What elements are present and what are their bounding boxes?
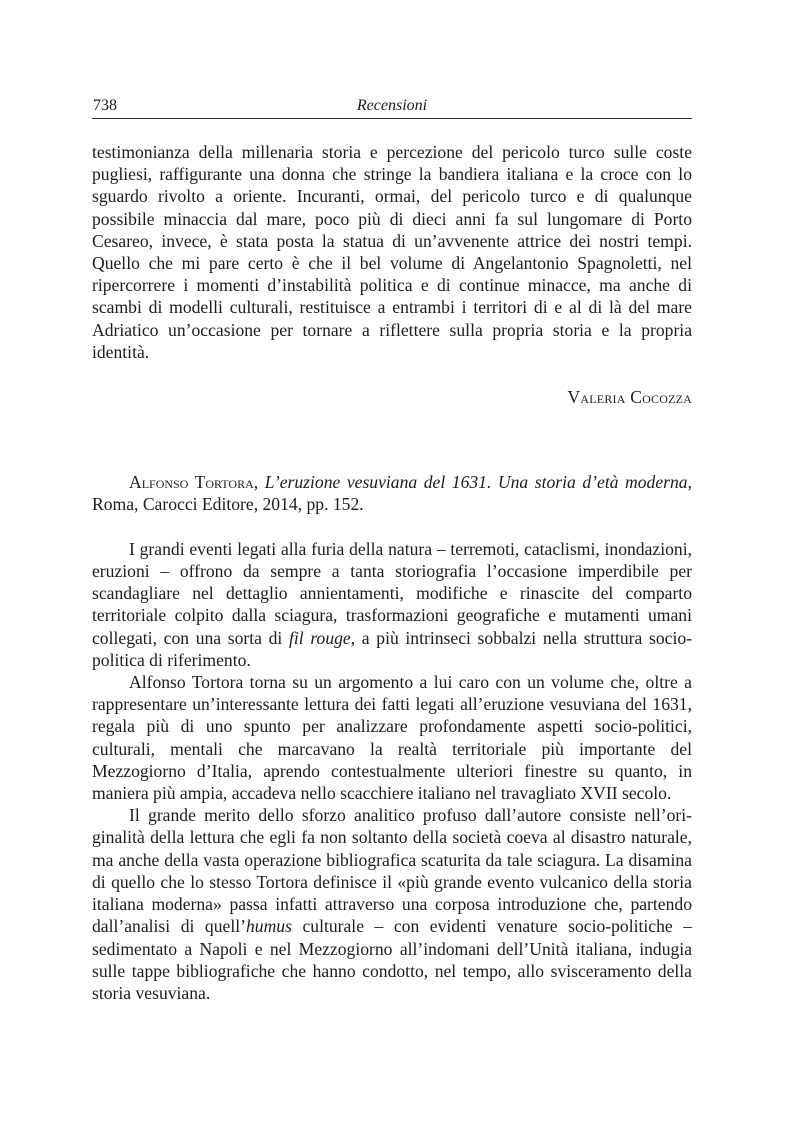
review-paragraph-1: I grandi eventi legati alla furia della natura – terremoti, cataclismi, inondazioni, eruzioni – offrono da sempre a tanta storiografia l’occasione imperdibile per scandagliare nel dettaglio annientamenti, modifiche e rinascite del comparto territoriale colpito dalla sciagura, trasformazioni geografiche e mutamenti umani collegati, con una sorta di fil rouge, a più intrinseci sobbalzi nella struttura socio-politica di riferimento. (92, 538, 693, 670)
running-head (92, 92, 692, 119)
page-number: 738 (93, 97, 117, 114)
review-paragraph-2: Alfonso Tortora torna su un argomento a lui caro con un volume che, oltre a rappresentare un’interessante lettura dei fatti legati all’eruzione vesuviana del 1631, regala più di uno spunto per analizzare profondamente aspetti socio-politici, culturali, mentali che marcavano la realtà territoriale più importante del Mezzogiorno d’Italia, aprendo contestualmente ulteriori finestre su quanto, in maniera più ampia, accadeva nello scacchiere italiano nel travagliato XVII secolo. (92, 672, 692, 804)
previous-review-ending (92, 141, 692, 408)
book-page (92, 92, 692, 1004)
book-publication: , Roma, Carocci Editore, 2014, pp. 152. (92, 472, 693, 515)
book-title: L’eruzione vesuviana del 1631. Una storia d’età moderna (264, 472, 688, 493)
book-author: Alfonso Tortora (129, 472, 254, 493)
reviewer-signature: Valeria Cocozza (567, 387, 692, 408)
previous-review-paragraph: testimonianza della millenaria storia e percezione del pericolo turco sulle coste pugliesi, raffigurante una donna che stringe la bandiera italiana e la croce con lo sguardo rivolto a oriente. Incuranti, ormai, del pericolo turco e di qualunque possibile minaccia dal mare, poco più di dieci anni fa sul lungomare di Porto Cesareo, invece, è stata posta la statua di un’avvenente attrice dei nostri tempi. Quello che mi pare certo è che il bel volume di Angelantonio Spagnoletti, nel ripercorrere i momenti d’instabilità politica e di continue minacce, ma anche di scambi di modelli culturali, restituisce a entrambi i territori di e al di là del mare Adriatico un’occasione per tornare a riflettere sulla propria storia e la propria identità. (92, 142, 692, 362)
running-title: Recensioni (356, 97, 428, 114)
italic-term: fil rouge (289, 627, 351, 648)
review-body (92, 538, 692, 1004)
review-citation: Alfonso Tortora, L’eruzione vesuviana del 1631. Una storia d’età moderna, Roma, Carocci Editore, 2014, pp. 152. (92, 472, 693, 515)
italic-term: humus (245, 916, 292, 937)
review-paragraph-3: Il grande merito dello sforzo analitico profuso dall’autore consiste nell’originalità della lettura che egli fa non soltanto della società coeva al disastro naturale, ma anche della vasta operazione bibliografica scaturita da tale sciagura. La disamina di quello che lo stesso Tortora definisce il «più grande evento vulcanico della storia italiana moderna» passa infatti attraverso una corposa introduzione che, partendo dall’analisi di quell’humus culturale – con evidenti venature socio-politiche – sedimentato a Napoli e nel Mezzogiorno all’indomani dell’Unità italiana, indugia sulle tappe bibliografiche che hanno condotto, nel tempo, allo svisceramento della storia vesuviana. (92, 805, 693, 1003)
